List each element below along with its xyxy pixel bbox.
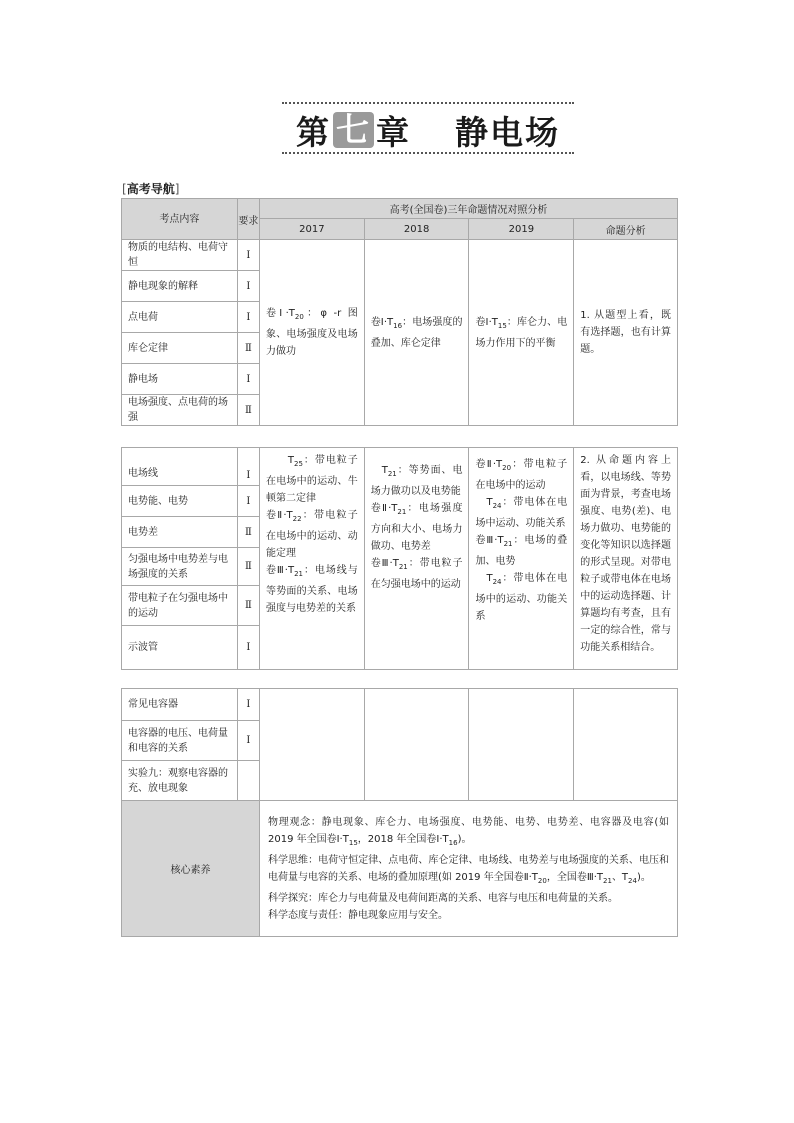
title-suffix: 章 <box>376 112 411 152</box>
core-line: 科学态度与责任：静电现象应用与安全。 <box>267 909 448 921</box>
topic-cell: 库仑定律 <box>122 333 238 364</box>
cell-2018: 卷$Ⅰ\cdot T_{16}$：电场强度的叠加、库仑定律 <box>364 240 469 426</box>
topic-cell: 常见电容器 <box>122 689 238 721</box>
header-topic: 考点内容 <box>122 199 238 240</box>
topic-cell: 物质的电结构、电荷守恒 <box>122 240 238 271</box>
cell-2018 <box>364 689 469 801</box>
req-cell: Ⅰ <box>237 240 259 271</box>
req-cell: Ⅰ <box>237 486 259 517</box>
header-year-2017: 2017 <box>259 219 364 240</box>
title-top-rule <box>282 102 574 104</box>
topic-cell: 静电场 <box>122 364 238 395</box>
topic-cell: 电势差 <box>122 517 238 548</box>
header-analysis: 命题分析 <box>574 219 678 240</box>
req-cell: Ⅱ <box>237 333 259 364</box>
req-cell: Ⅱ <box>237 395 259 426</box>
core-line: 物理观念：静电现象、库仑力、电场强度、电势能、电势、电势差、电容器及电容(如 2019 年全国卷$Ⅰ\cdot T_{15}$，2018 年全国卷$Ⅰ\cdot T_{16}$)。 <box>267 816 669 847</box>
topic-cell: 示波管 <box>122 626 238 670</box>
core-line: 科学思维：电荷守恒定律、点电荷、库仑定律、电场线、电势差与电场强度的关系、电压和电荷量与电容的关系、电场的叠加原理(如 2019 年全国卷$Ⅱ\cdot T_{20}$，全国卷$Ⅲ\cdot T_{21}$、$T_{24}$)。 <box>267 854 669 885</box>
cell-analysis: 1. 从题型上看，既有选择题，也有计算题。 <box>574 240 678 426</box>
req-cell: Ⅰ <box>237 689 259 721</box>
req-cell: Ⅰ <box>237 271 259 302</box>
chapter-number: 七 <box>333 112 374 148</box>
title-bottom-rule <box>282 152 574 154</box>
topic-cell: 实验九：观察电容器的充、放电现象 <box>122 761 238 801</box>
header-requirement: 要求 <box>237 199 259 240</box>
req-cell: Ⅱ <box>237 517 259 548</box>
header-analysis-title: 高考(全国卷)三年命题情况对照分析 <box>259 199 677 219</box>
topic-cell: 电容器的电压、电荷量和电容的关系 <box>122 721 238 761</box>
req-cell: Ⅱ <box>237 586 259 626</box>
topic-cell: 点电荷 <box>122 302 238 333</box>
req-cell: Ⅰ <box>237 721 259 761</box>
header-year-2018: 2018 <box>364 219 469 240</box>
req-cell: Ⅰ <box>237 448 259 486</box>
cell-2019: 卷$Ⅱ\cdot T_{20}$：带电粒子在电场中的运动 $T_{24}$：带电体在电场中运动、功能关系 卷$Ⅲ\cdot T_{21}$：电场的叠加、电势 $T_{24}$：带电体在电场中的运动、功能关系 <box>469 448 574 670</box>
req-cell: Ⅰ <box>237 302 259 333</box>
header-year-2019: 2019 <box>469 219 574 240</box>
cell-2017 <box>259 689 364 801</box>
topic-cell: 匀强电场中电势差与电场强度的关系 <box>122 548 238 586</box>
cell-2019 <box>469 689 574 801</box>
topic-cell: 电场线 <box>122 448 238 486</box>
cell-2017: 卷$Ⅰ\cdot T_{20}$：φ -r 图象、电场强度及电场力做功 <box>259 240 364 426</box>
cell-analysis: 2. 从命题内容上看，以电场线、等势面为背景，考查电场强度、电势(差)、电场力做功、电势能的变化等知识以选择题的形式呈现。对带电粒子或带电体在电场中的运动选择题、计算题均有考查，且有一定的综合性，常与功能关系相结合。 <box>574 448 678 670</box>
req-cell: Ⅰ <box>237 364 259 395</box>
guide-table-part2 <box>121 447 678 670</box>
topic-cell: 静电现象的解释 <box>122 271 238 302</box>
req-cell <box>237 761 259 801</box>
core-literacy-content <box>259 801 677 937</box>
cell-2018: $T_{21}$：等势面、电场力做功以及电势能 卷$Ⅱ\cdot T_{21}$：电场强度方向和大小、电场力做功、电势差 卷$Ⅲ\cdot T_{21}$：带电粒子在匀强电场中的运动 <box>364 448 469 670</box>
core-literacy-label: 核心素养 <box>122 801 260 937</box>
cell-2017: $T_{25}$：带电粒子在电场中的运动、牛顿第二定律 卷$Ⅱ\cdot T_{22}$：带电粒子在电场中的运动、动能定理 卷$Ⅲ\cdot T_{21}$：电场线与等势面的关系、电场强度与电势差的关系 <box>259 448 364 670</box>
chapter-title <box>282 100 574 156</box>
req-cell: Ⅱ <box>237 548 259 586</box>
topic-cell: 电场强度、点电荷的场强 <box>122 395 238 426</box>
guide-table-part3 <box>121 688 678 937</box>
chapter-name: 静电场 <box>455 112 560 152</box>
guide-table-part1 <box>121 198 678 426</box>
req-cell: Ⅰ <box>237 626 259 670</box>
title-prefix: 第 <box>296 112 331 152</box>
core-line: 科学探究：库仑力与电荷量及电荷间距离的关系、电容与电压和电荷量的关系。 <box>267 892 618 904</box>
cell-analysis <box>574 689 678 801</box>
topic-cell: 带电粒子在匀强电场中的运动 <box>122 586 238 626</box>
section-label: [高考导航] <box>122 182 180 196</box>
topic-cell: 电势能、电势 <box>122 486 238 517</box>
cell-2019: 卷$Ⅰ\cdot T_{15}$：库仑力、电场力作用下的平衡 <box>469 240 574 426</box>
